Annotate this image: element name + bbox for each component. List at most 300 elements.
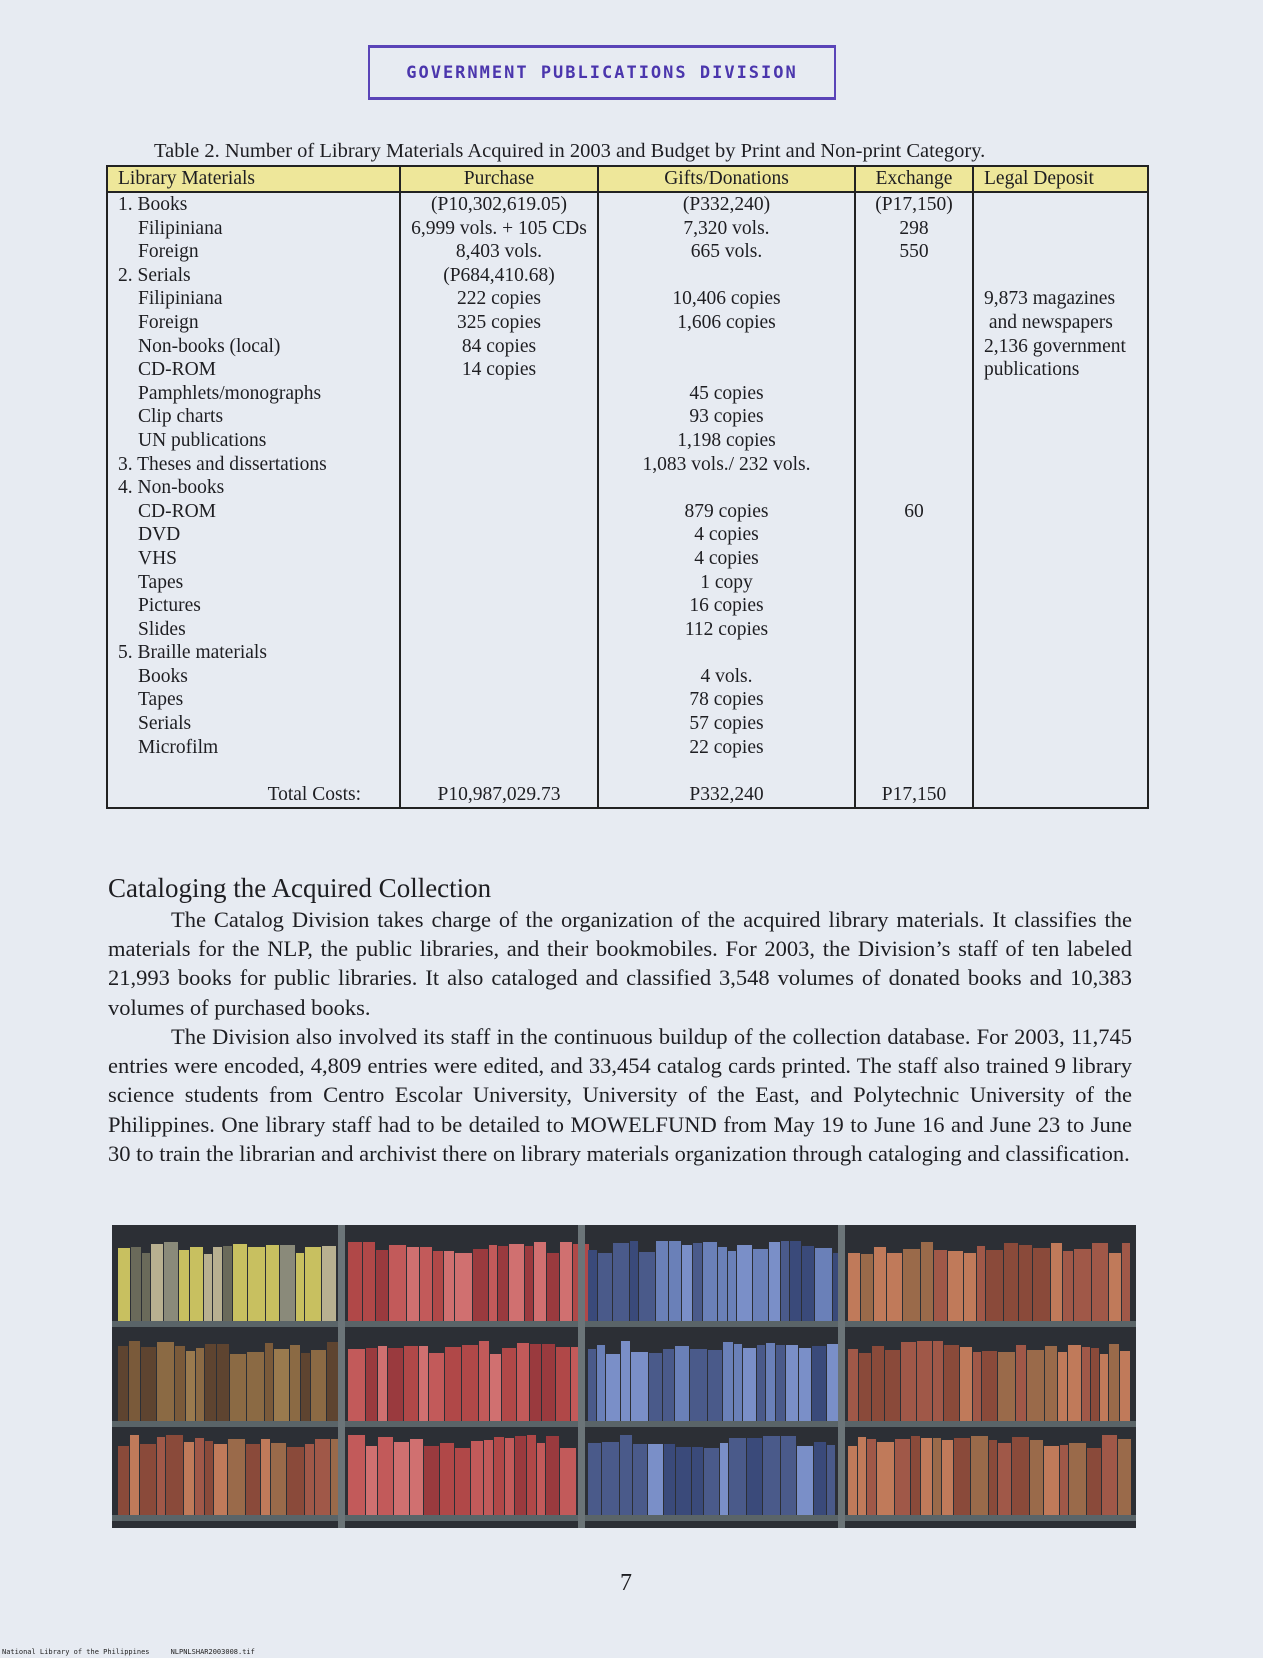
book-spine [1030,1440,1043,1515]
book-spine [322,1246,336,1321]
cell-exchange [855,712,973,736]
book-spine [445,1347,461,1421]
book-spine [484,1440,493,1515]
book-spine [598,1253,612,1321]
cell-gifts: 1,083 vols./ 232 vols. [598,453,855,477]
book-spine [718,1247,727,1321]
cell-exchange [855,594,973,618]
total-row [107,783,1148,808]
book-spine [690,1349,707,1421]
cell-gifts: 22 copies [598,736,855,760]
cell-gifts: 1 copy [598,571,855,595]
library-shelves-photo [112,1225,1136,1528]
spacer-cell [855,759,973,783]
book-spine [248,1247,265,1321]
book-spine [118,1446,129,1515]
cell-exchange [855,547,973,571]
header-library-materials: Library Materials [107,166,400,192]
book-spine [648,1444,663,1515]
book-spine [1069,1443,1086,1515]
book-spine [664,1444,675,1515]
book-spine [363,1242,375,1321]
cell-purchase [400,712,598,736]
cell-exchange [855,358,973,382]
book-spine [424,1446,439,1515]
total-label: Total Costs: [107,783,400,808]
book-spine [872,1346,884,1421]
table-row [107,382,1148,406]
cell-exchange [855,405,973,429]
cell-gifts [598,641,855,665]
book-spine [166,1435,183,1515]
book-spine [874,1247,886,1321]
book-spine [737,1245,752,1321]
book-spine [164,1242,178,1321]
book-spine [917,1341,932,1421]
table-row [107,405,1148,429]
cell-purchase: (P684,410.68) [400,264,598,288]
book-spine [656,1241,668,1321]
book-spine [960,1347,972,1421]
cell-legal: and newspapers [973,311,1148,335]
shelf-post [338,1225,345,1528]
book-spine [1092,1243,1108,1321]
row-label: Pamphlets/monographs [107,382,400,406]
cell-purchase [400,736,598,760]
shelf-post [838,1225,845,1528]
book-spine [223,1246,232,1321]
row-label: Foreign [107,311,400,335]
header-purchase: Purchase [400,166,598,192]
row-label: 5. Braille materials [107,641,400,665]
book-spine [1004,1243,1018,1321]
book-spine [287,1447,304,1515]
total-legal [973,783,1148,808]
book-spine [378,1346,387,1421]
cell-legal [973,523,1148,547]
book-spine [515,1436,526,1515]
cell-purchase [400,523,598,547]
cell-exchange [855,382,973,406]
cell-purchase [400,382,598,406]
book-spine [546,1436,559,1515]
book-spine [597,1345,605,1421]
cell-purchase [400,547,598,571]
book-spine [571,1347,579,1421]
table-row [107,641,1148,665]
book-spine [663,1349,674,1421]
shelf-post [578,1225,585,1528]
cell-legal [973,594,1148,618]
row-label: 4. Non-books [107,476,400,500]
book-spine [530,1344,541,1421]
book-spine [859,1353,871,1421]
spacer-cell [598,759,855,783]
book-spine [848,1253,860,1321]
book-spine [1027,1350,1044,1421]
book-spine [676,1447,691,1515]
cell-legal [973,688,1148,712]
book-spine [1068,1345,1081,1421]
cell-gifts: 78 copies [598,688,855,712]
table-row [107,665,1148,689]
book-spine [747,1438,762,1515]
book-spine [720,1443,728,1515]
book-spine [743,1348,756,1421]
cell-purchase [400,476,598,500]
shelf-plank [112,1421,1136,1427]
cell-legal [973,641,1148,665]
cell-purchase [400,618,598,642]
book-spine [1091,1348,1099,1421]
book-spine [1102,1435,1117,1515]
cell-legal [973,429,1148,453]
cell-gifts [598,358,855,382]
cell-exchange [855,264,973,288]
header-gifts-donations: Gifts/Donations [598,166,855,192]
cell-exchange [855,287,973,311]
table-row [107,192,1148,217]
book-spine [1100,1354,1108,1421]
table-header-row [107,166,1148,192]
row-label: Pictures [107,594,400,618]
book-spine [703,1242,717,1321]
book-spine [973,1352,981,1421]
book-spine [547,1253,559,1321]
book-spine [205,1344,216,1421]
book-spine [407,1247,419,1321]
table-row [107,240,1148,264]
book-spine [131,1247,141,1321]
cell-gifts: 10,406 copies [598,287,855,311]
book-spine [494,1437,504,1515]
book-spine [877,1442,894,1515]
book-spine [977,1246,985,1321]
book-spine [769,1242,780,1321]
row-label: Tapes [107,688,400,712]
row-label: Books [107,665,400,689]
table-row [107,358,1148,382]
cell-gifts: 45 copies [598,382,855,406]
cell-legal [973,382,1148,406]
table-row [107,335,1148,359]
cell-legal [973,264,1148,288]
book-spine [799,1348,811,1421]
book-spine [1060,1445,1068,1515]
row-label: CD-ROM [107,358,400,382]
table-row [107,217,1148,241]
book-spine [766,1343,775,1421]
header-exchange: Exchange [855,166,973,192]
book-spine [190,1247,203,1321]
cell-exchange [855,523,973,547]
book-spine [140,1444,156,1515]
total-purchase: P10,987,029.73 [400,783,598,808]
book-spine [366,1446,377,1515]
book-spine [786,1345,798,1421]
cell-gifts [598,476,855,500]
book-spine [213,1247,222,1321]
book-spine [490,1354,501,1421]
book-spine [781,1241,789,1321]
book-spine [175,1346,185,1421]
page-number: 7 [620,1570,632,1596]
book-spine [517,1343,529,1421]
book-spine [247,1352,264,1421]
book-spine [964,1253,976,1321]
book-spine [781,1436,796,1515]
book-spine [682,1245,692,1321]
book-spine [812,1346,826,1421]
book-spine [410,1439,423,1515]
cell-purchase: (P10,302,619.05) [400,192,598,217]
table-row [107,594,1148,618]
book-spine [639,1252,655,1321]
book-spine [296,1253,304,1321]
cell-legal [973,192,1148,217]
total-exchange: P17,150 [855,783,973,808]
cell-exchange [855,688,973,712]
book-spine [815,1248,832,1321]
book-spine [560,1448,576,1515]
table-row [107,523,1148,547]
book-spine [142,1253,150,1321]
book-spine [196,1348,204,1421]
book-spine [509,1244,524,1321]
paragraph-1: The Catalog Division takes charge of the organization of the acquired library materials. It classifies the materials for the NLP, the public libraries, and their bookmobiles. For 2003, the Division’s staff of ten labeled 21,993 books for public libraries. It also cataloged and classified 3,548 volumes of donated books and 10,383 volumes of purchased books. [108,907,1132,1020]
book-spine [933,1438,941,1515]
book-spine [366,1348,377,1421]
cell-gifts: 4 vols. [598,665,855,689]
cell-purchase [400,429,598,453]
table-caption: Table 2. Number of Library Materials Acquired in 2003 and Budget by Print and Non-print Category. [154,140,986,162]
book-spine [179,1250,189,1321]
cell-gifts: 1,198 copies [598,429,855,453]
book-spine [157,1437,165,1515]
book-spine [228,1439,245,1515]
book-spine [261,1439,270,1515]
cell-purchase: 6,999 vols. + 105 CDs [400,217,598,241]
book-spine [233,1244,247,1321]
table-row [107,571,1148,595]
cell-exchange [855,618,973,642]
cell-purchase: 325 copies [400,311,598,335]
book-spine [271,1443,286,1515]
book-spine [348,1242,362,1321]
book-spine [537,1443,545,1515]
row-label: UN publications [107,429,400,453]
book-spine [315,1439,330,1515]
cell-legal [973,618,1148,642]
book-spine [1109,1253,1121,1321]
book-spine [433,1251,443,1321]
cell-gifts: 7,320 vols. [598,217,855,241]
book-spine [266,1245,279,1321]
book-spine [301,1353,310,1421]
spacer-row [107,759,1148,783]
book-spine [728,1251,736,1321]
cell-gifts: 57 copies [598,712,855,736]
book-spine [613,1243,629,1321]
cell-exchange [855,641,973,665]
cell-gifts [598,264,855,288]
book-spine [440,1443,454,1515]
table-row [107,712,1148,736]
book-spine [1044,1446,1059,1515]
book-spine [246,1444,260,1515]
table-body [107,192,1148,808]
book-spine [444,1251,454,1321]
table-row [107,500,1148,524]
cell-purchase: 84 copies [400,335,598,359]
book-spine [274,1349,289,1421]
book-spine [502,1348,516,1421]
cell-legal [973,405,1148,429]
book-spine [675,1346,689,1421]
book-spine [633,1444,647,1515]
section-title: Cataloging the Acquired Collection [108,873,492,903]
cell-gifts: 16 copies [598,594,855,618]
table-row [107,453,1148,477]
table-row [107,429,1148,453]
book-spine [429,1353,444,1421]
book-spine [729,1438,746,1515]
book-spine [723,1342,733,1421]
table-row [107,264,1148,288]
book-spine [205,1441,213,1515]
book-spine [1063,1251,1073,1321]
book-spine [1045,1346,1057,1421]
book-spine [903,1249,920,1321]
book-spine [204,1254,212,1321]
book-spine [933,1341,943,1421]
book-spine [989,1440,997,1515]
book-spine [527,1435,536,1515]
book-spine [588,1443,601,1515]
book-spine [921,1438,932,1515]
cell-gifts: 1,606 copies [598,311,855,335]
book-spine [911,1436,920,1515]
book-spine [542,1344,555,1421]
book-spine [861,1254,873,1321]
book-spine [1051,1243,1062,1321]
table-row [107,476,1148,500]
cell-legal: 9,873 magazines [973,287,1148,311]
book-spine [693,1243,702,1321]
row-label: 3. Theses and dissertations [107,453,400,477]
cell-gifts: 4 copies [598,523,855,547]
book-spine [790,1241,801,1321]
row-label: Tapes [107,571,400,595]
cell-exchange: 550 [855,240,973,264]
book-spine [649,1353,662,1421]
cell-purchase [400,500,598,524]
cell-exchange [855,453,973,477]
table-row [107,547,1148,571]
cell-legal [973,453,1148,477]
cell-gifts: 93 copies [598,405,855,429]
book-spine [118,1346,128,1421]
book-spine [588,1250,597,1321]
book-spine [389,1245,406,1321]
book-spine [631,1352,648,1421]
cell-legal [973,571,1148,595]
book-spine [1082,1347,1090,1421]
row-label: VHS [107,547,400,571]
cell-exchange: 298 [855,217,973,241]
row-label: 1. Books [107,192,400,217]
cell-legal: publications [973,358,1148,382]
cell-legal [973,712,1148,736]
book-spine [802,1246,814,1321]
cell-exchange: 60 [855,500,973,524]
book-spine [556,1347,570,1421]
row-label: Microfilm [107,736,400,760]
book-spine [186,1351,195,1421]
book-spine [942,1440,953,1515]
book-spine [971,1436,988,1515]
book-spine [265,1343,273,1421]
cell-gifts: 4 copies [598,547,855,571]
cell-purchase [400,405,598,429]
cell-legal [973,217,1148,241]
book-spine [1109,1344,1119,1421]
book-spine [455,1253,472,1321]
cell-legal [973,665,1148,689]
cell-purchase [400,641,598,665]
cell-legal [973,500,1148,524]
book-spine [129,1341,140,1421]
book-spine [305,1247,321,1321]
scan-footer: National Library of the Philippines NLPNLSHAR2003008.tif [2,1648,255,1656]
book-spine [895,1439,910,1515]
book-spine [1019,1245,1032,1321]
cell-purchase [400,665,598,689]
cell-gifts: 112 copies [598,618,855,642]
book-spine [498,1246,508,1321]
cell-purchase [400,594,598,618]
book-spine [348,1349,365,1421]
book-spine [901,1342,916,1421]
book-spine [982,1351,997,1421]
book-spine [704,1448,719,1515]
spacer-cell [973,759,1148,783]
row-label: Filipiniana [107,217,400,241]
book-spine [998,1352,1015,1421]
book-spine [534,1242,546,1321]
book-spine [130,1435,139,1515]
book-spine [280,1245,295,1321]
book-spine [630,1241,638,1321]
table-row [107,311,1148,335]
book-spine [606,1354,620,1421]
book-spine [921,1242,933,1321]
book-spine [827,1344,839,1421]
book-spine [797,1446,813,1515]
shelf-plank [112,1515,1136,1521]
book-spine [602,1442,619,1515]
book-spine [305,1444,314,1515]
book-spine [621,1341,630,1421]
book-spine [814,1442,826,1515]
row-label: DVD [107,523,400,547]
cell-legal [973,736,1148,760]
book-spine [505,1438,514,1515]
cell-legal [973,547,1148,571]
cell-legal [973,240,1148,264]
book-spine [1074,1249,1091,1321]
book-spine [734,1344,742,1421]
